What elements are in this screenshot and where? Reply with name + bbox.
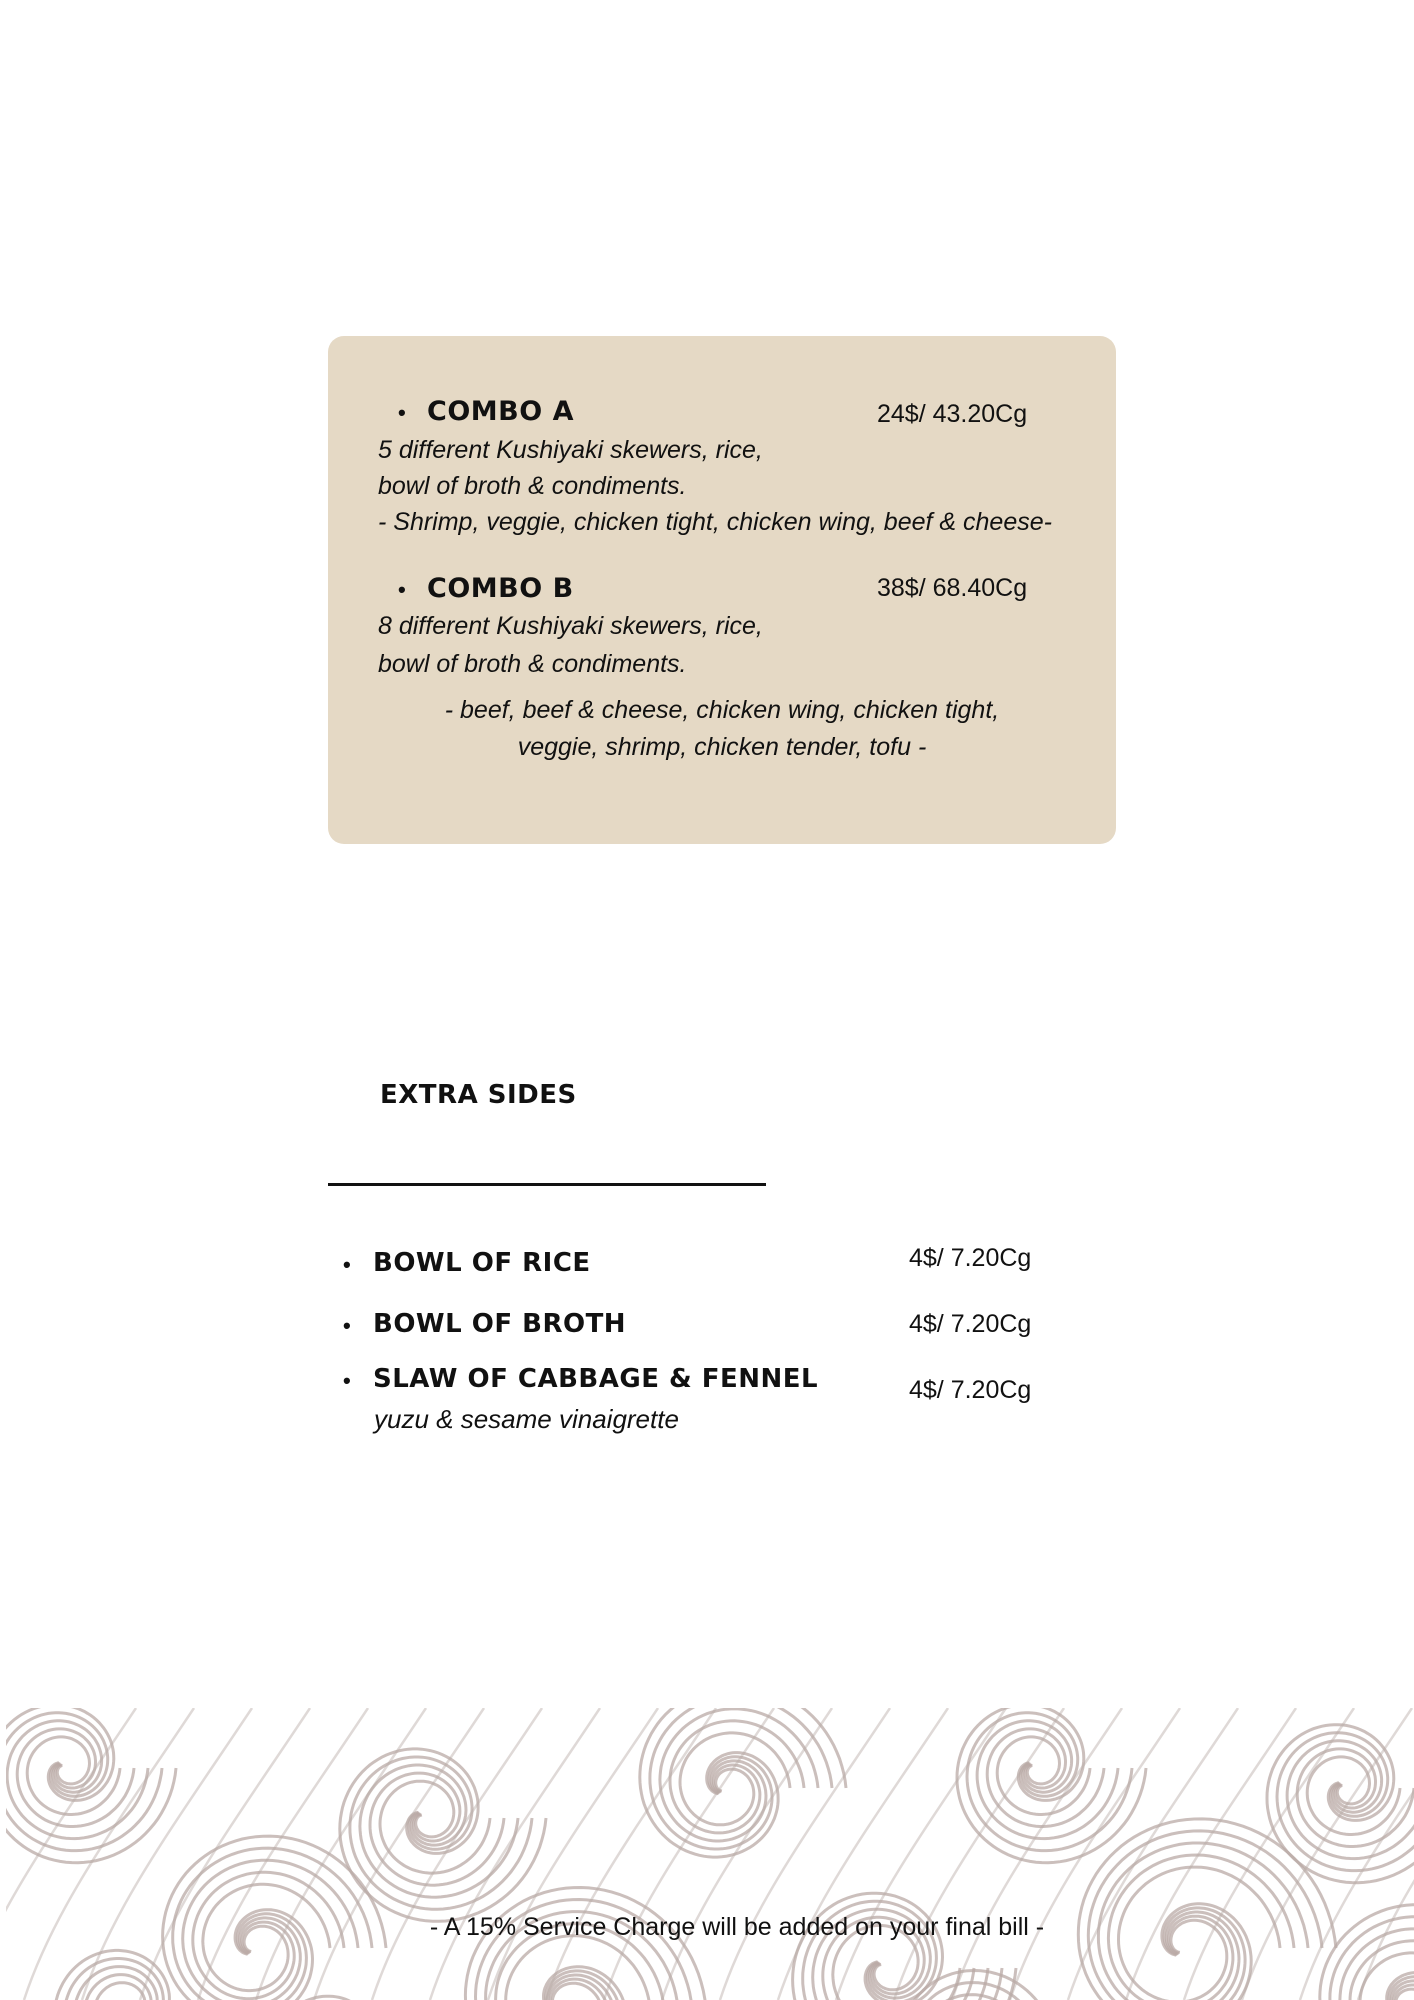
bullet-icon: • <box>398 400 406 425</box>
combo-card <box>328 336 1116 844</box>
combo-b-desc-line4: veggie, shrimp, chicken tender, tofu - <box>517 733 927 761</box>
bullet-icon: • <box>398 577 406 602</box>
combo-b-price: 38$/ 68.40Cg <box>877 574 1028 602</box>
wave-pattern <box>6 1708 1414 2000</box>
side-item-title: BOWL OF BROTH <box>373 1309 627 1339</box>
combo-a-title: COMBO A <box>427 396 574 427</box>
side-item-price: 4$/ 7.20Cg <box>909 1244 1032 1272</box>
wave-pattern-band <box>6 1708 1414 2000</box>
bullet-icon: • <box>343 1368 351 1393</box>
side-item-price: 4$/ 7.20Cg <box>909 1310 1032 1338</box>
bullet-icon: • <box>343 1313 351 1338</box>
bullet-icon: • <box>343 1252 351 1277</box>
service-charge-note: - A 15% Service Charge will be added on your final bill - <box>429 1913 1045 1941</box>
combo-a-desc-line1: 5 different Kushiyaki skewers, rice, <box>378 436 763 464</box>
combo-a-desc-line3: - Shrimp, veggie, chicken tight, chicken wing, beef & cheese- <box>378 508 1052 536</box>
side-item-desc: yuzu & sesame vinaigrette <box>374 1404 679 1434</box>
combo-a-desc-line2: bowl of broth & condiments. <box>378 472 687 500</box>
combo-b-title: COMBO B <box>427 573 574 604</box>
side-item-title: SLAW OF CABBAGE & FENNEL <box>373 1364 819 1394</box>
combo-a-price: 24$/ 43.20Cg <box>877 400 1028 428</box>
extra-sides-heading: EXTRA SIDES <box>380 1080 577 1110</box>
combo-b-desc-line2: bowl of broth & condiments. <box>378 650 687 678</box>
side-item-price: 4$/ 7.20Cg <box>909 1376 1032 1404</box>
side-item-title: BOWL OF RICE <box>373 1248 591 1278</box>
combo-b-desc-line1: 8 different Kushiyaki skewers, rice, <box>378 612 763 640</box>
section-divider <box>328 1183 766 1186</box>
combo-b-desc-line3: - beef, beef & cheese, chicken wing, chicken tight, <box>444 696 1000 724</box>
